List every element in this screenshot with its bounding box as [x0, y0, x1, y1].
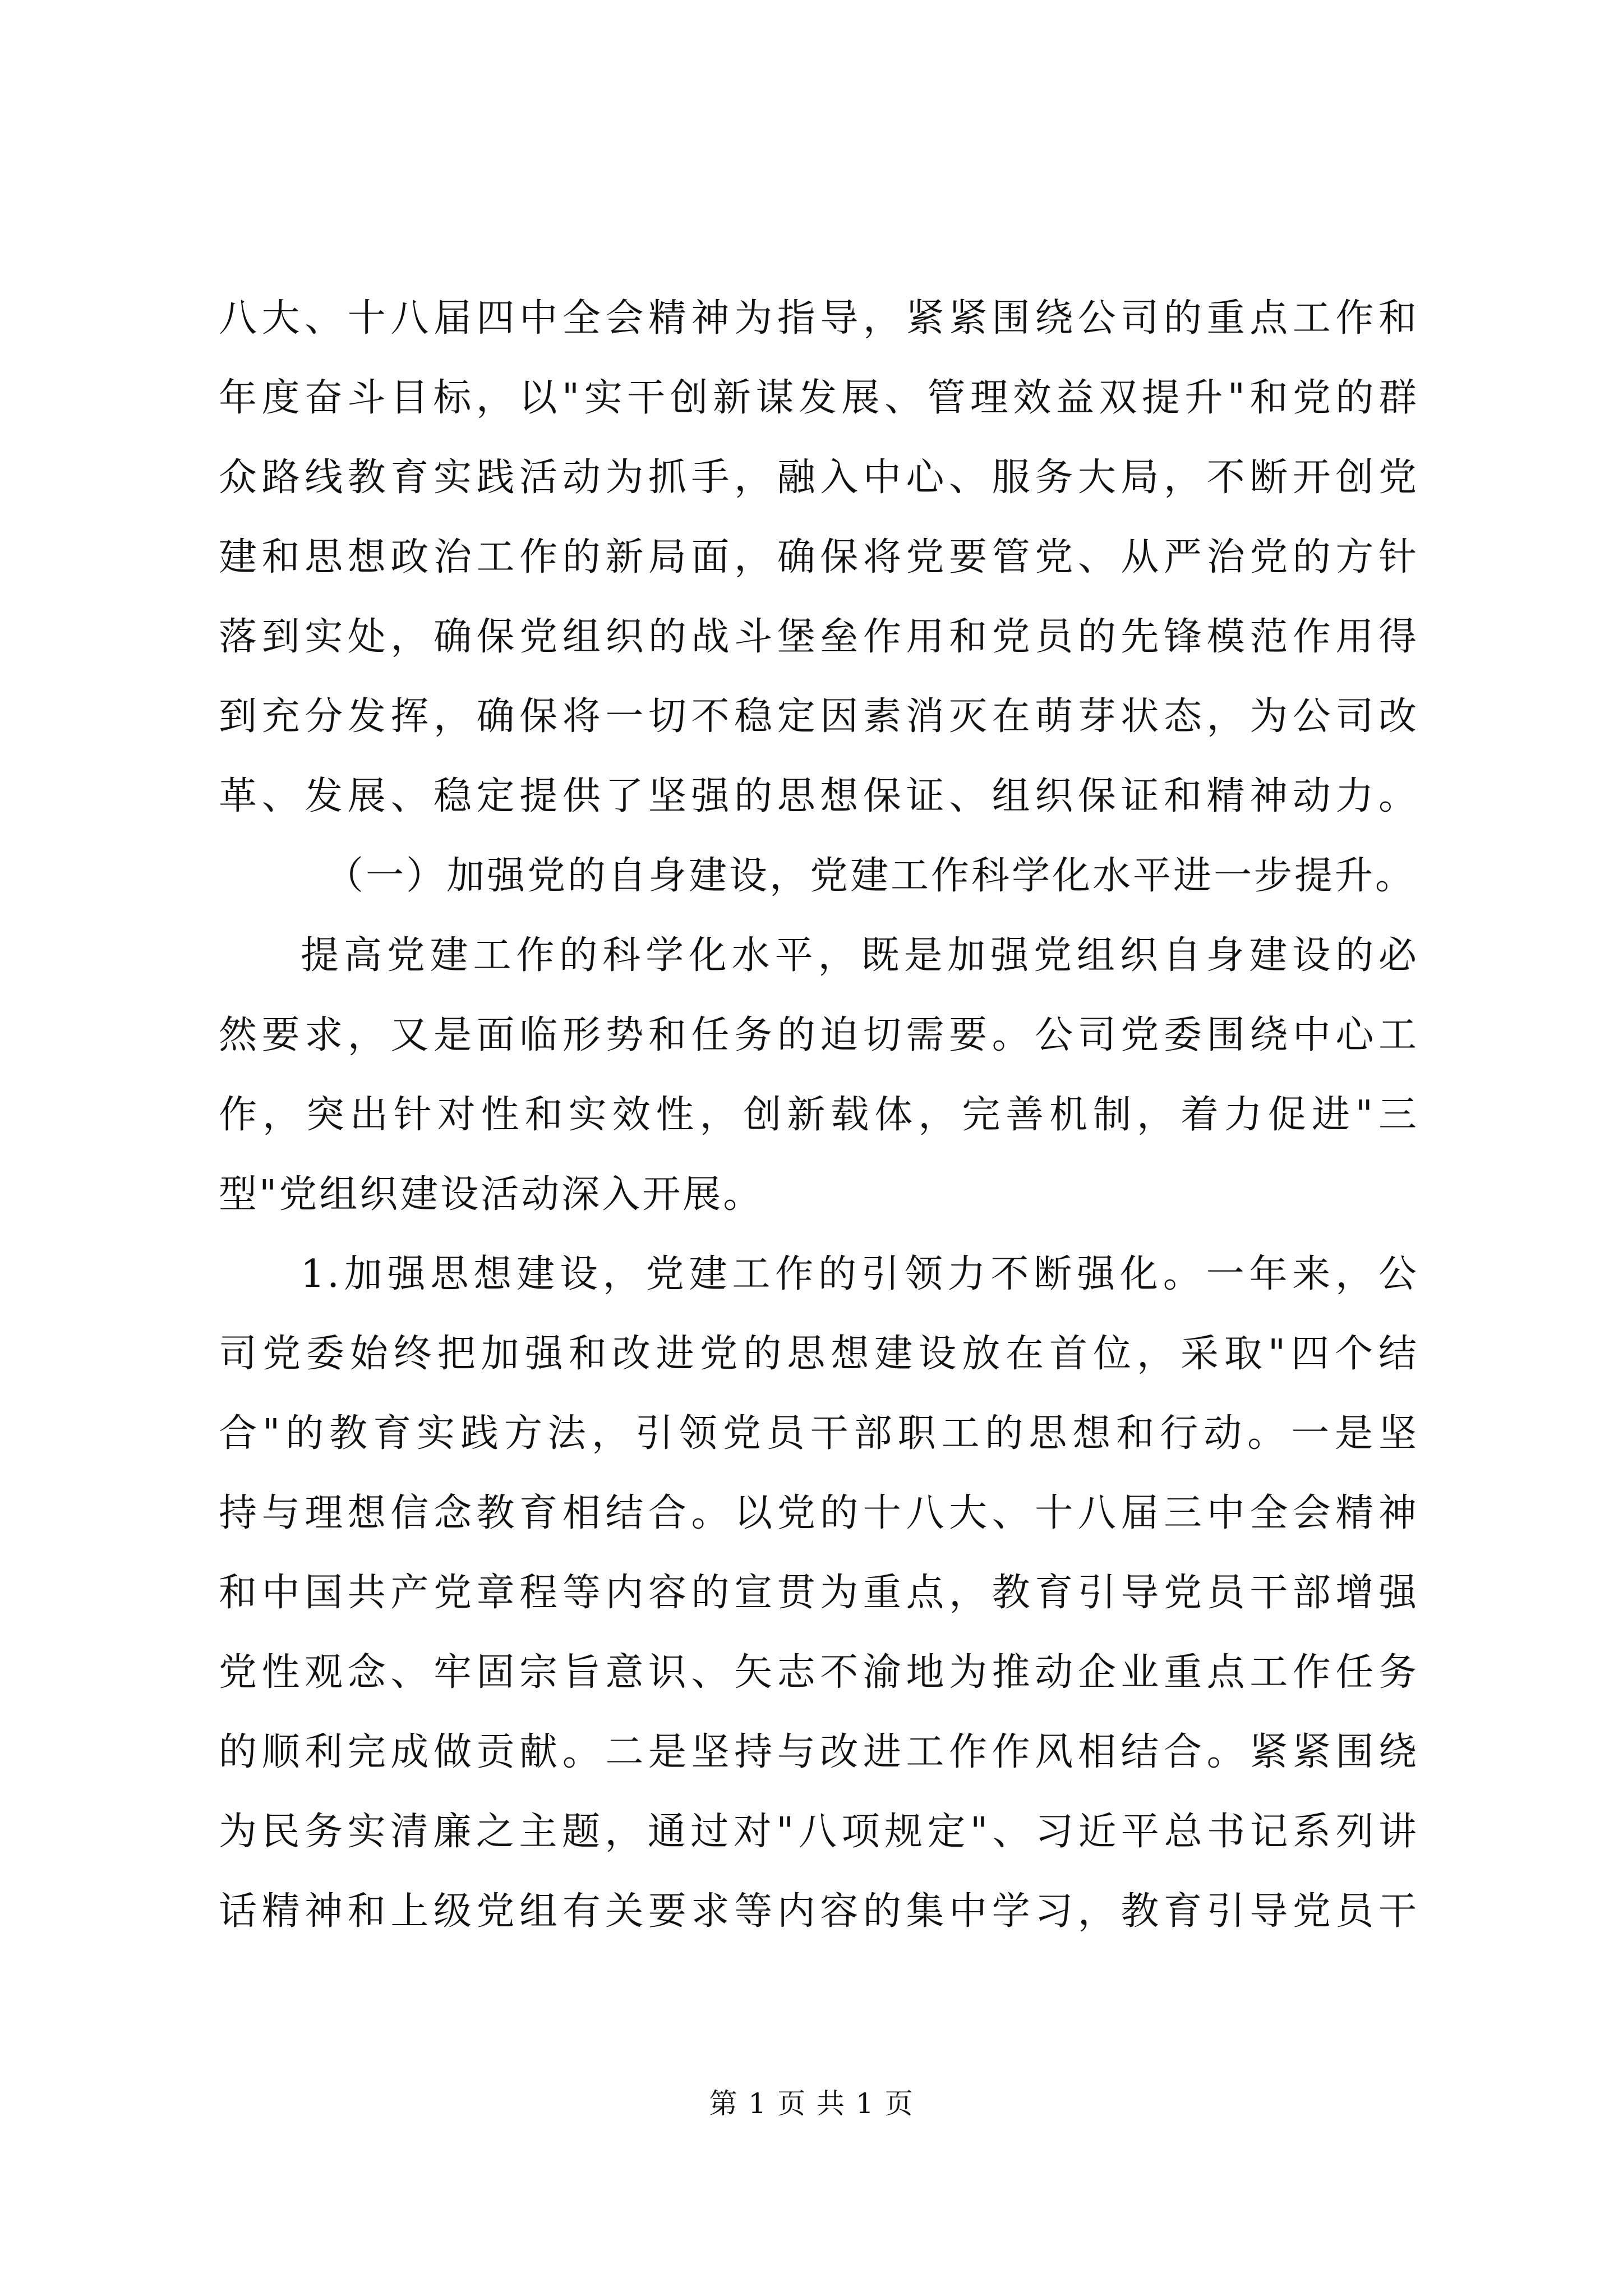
text-line: 党性观念、牢固宗旨意识、矢志不渝地为推动企业重点工作任务 — [219, 1650, 1419, 1695]
text-line: 作，突出针对性和实效性，创新载体，完善机制，着力促进"三 — [219, 1093, 1419, 1137]
text-line: 合"的教育实践方法，引领党员干部职工的思想和行动。一是坚 — [219, 1411, 1419, 1456]
text-line: 提高党建工作的科学化水平，既是加强党组织自身建设的必 — [301, 933, 1419, 978]
text-line: 到充分发挥，确保将一切不稳定因素消灭在萌芽状态，为公司改 — [219, 694, 1419, 739]
text-line: 革、发展、稳定提供了坚强的思想保证、组织保证和精神动力。 — [219, 774, 1419, 818]
text-line: 1.加强思想建设，党建工作的引领力不断强化。一年来，公 — [301, 1252, 1419, 1296]
page-footer: 第 1 页 共 1 页 — [709, 2087, 914, 2120]
text-line: 年度奋斗目标，以"实干创新谋发展、管理效益双提升"和党的群 — [219, 376, 1419, 420]
text-line: 型"党组织建设活动深入开展。 — [219, 1172, 764, 1217]
text-line: 话精神和上级党组有关要求等内容的集中学习，教育引导党员干 — [219, 1889, 1419, 1934]
section-heading: （一）加强党的自身建设，党建工作科学化水平进一步提升。 — [325, 854, 1416, 898]
text-line: 落到实处，确保党组织的战斗堡垒作用和党员的先锋模范作用得 — [219, 615, 1419, 659]
document-body — [219, 292, 1419, 1964]
text-line: 的顺利完成做贡献。二是坚持与改进工作作风相结合。紧紧围绕 — [219, 1730, 1419, 1774]
text-line: 和中国共产党章程等内容的宣贯为重点，教育引导党员干部增强 — [219, 1571, 1419, 1615]
text-line: 司党委始终把加强和改进党的思想建设放在首位，采取"四个结 — [219, 1332, 1419, 1376]
text-line: 持与理想信念教育相结合。以党的十八大、十八届三中全会精神 — [219, 1491, 1419, 1535]
text-line: 然要求，又是面临形势和任务的迫切需要。公司党委围绕中心工 — [219, 1013, 1419, 1057]
text-line: 为民务实清廉之主题，通过对"八项规定"、习近平总书记系列讲 — [219, 1810, 1419, 1854]
text-line: 建和思想政治工作的新局面，确保将党要管党、从严治党的方针 — [219, 535, 1419, 579]
text-line: 八大、十八届四中全会精神为指导，紧紧围绕公司的重点工作和 — [219, 296, 1419, 341]
text-line: 众路线教育实践活动为抓手，融入中心、服务大局，不断开创党 — [219, 455, 1419, 500]
